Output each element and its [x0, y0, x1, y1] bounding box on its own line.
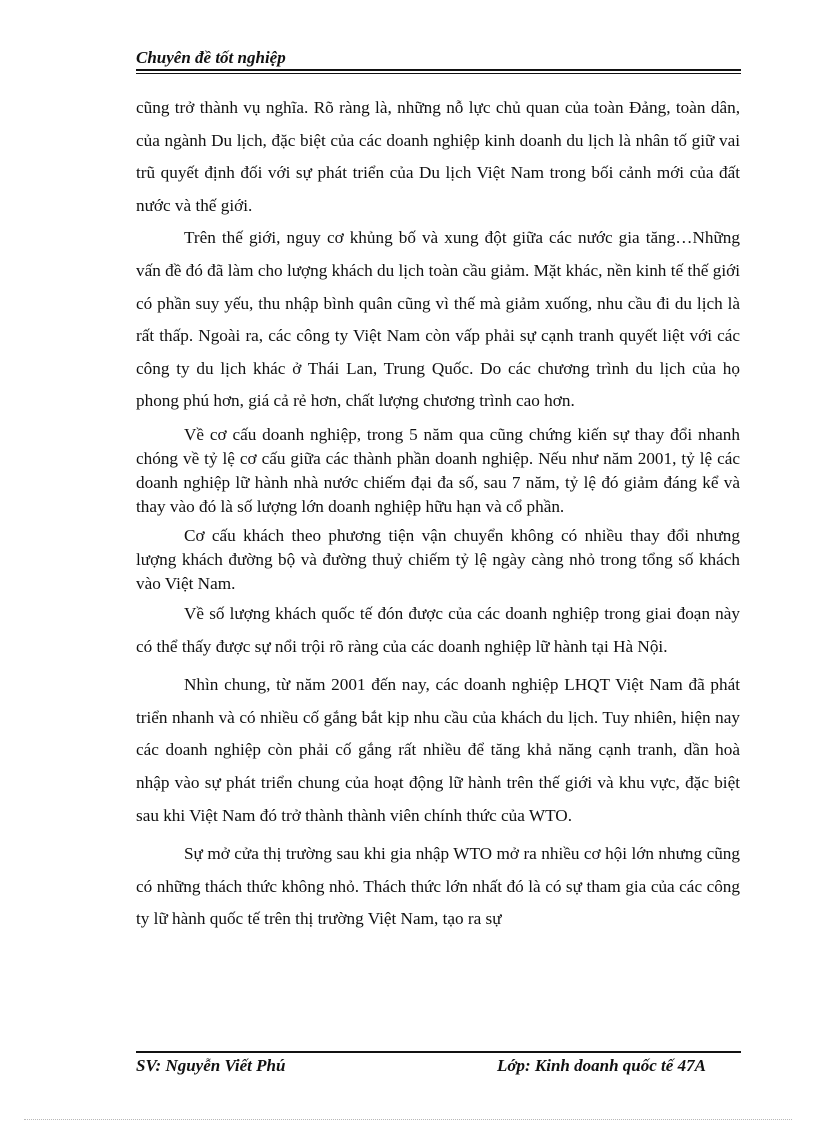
header-rule-bottom — [136, 73, 741, 74]
body-text — [136, 92, 740, 936]
paragraph: cũng trở thành vụ nghĩa. Rõ ràng là, những nỗ lực chủ quan của toàn Đảng, toàn dân, của ngành Du lịch, đặc biệt của các doanh nghiệp kinh doanh du lịch là nhân tố giữ vai trũ quyết định đối với sự phát triển của Du lịch Việt Nam trong bối cảnh mới của đất nước và thế giới. — [136, 98, 740, 215]
header-title: Chuyên đề tốt nghiệp — [136, 48, 286, 67]
header-rule-top — [136, 69, 741, 71]
paragraph: Nhìn chung, từ năm 2001 đến nay, các doanh nghiệp LHQT Việt Nam đã phát triển nhanh và có nhiều cố gắng bắt kịp nhu cầu của khách du lịch. Tuy nhiên, hiện nay các doanh nghiệp còn phải cố gắng rất nhiều để tăng khả năng cạnh tranh, dần hoà nhập vào sự phát triển chung của hoạt động lữ hành trên thế giới và khu vực, đặc biệt sau khi Việt Nam đó trở thành thành viên chính thức của WTO. — [136, 675, 740, 825]
page-bottom-border — [24, 1119, 792, 1120]
paragraph: Về số lượng khách quốc tế đón được của các doanh nghiệp trong giai đoạn này có thể thấy được sự nổi trội rõ ràng của các doanh nghiệp lữ hành tại Hà Nội. — [136, 603, 740, 656]
footer-student: SV: Nguyễn Viết Phú — [136, 1056, 286, 1075]
paragraph: Cơ cấu khách theo phương tiện vận chuyển không có nhiều thay đổi nhưng lượng khách đường bộ và đường thuỷ chiếm tỷ lệ ngày càng nhỏ trong tổng số khách vào Việt Nam. — [136, 525, 740, 593]
paragraph: Sự mở cửa thị trường sau khi gia nhập WTO mở ra nhiều cơ hội lớn nhưng cũng có những thách thức không nhỏ. Thách thức lớn nhất đó là có sự tham gia của các công ty lữ hành quốc tế trên thị trường Việt Nam, tạo ra sự — [136, 844, 740, 929]
paragraph: Về cơ cấu doanh nghiệp, trong 5 năm qua cũng chứng kiến sự thay đổi nhanh chóng về tỷ lệ cơ cấu giữa các thành phần doanh nghiệp. Nếu như năm 2001, tỷ lệ các doanh nghiệp lữ hành nhà nước chiếm đại đa số, sau 7 năm, tỷ lệ đó giảm đáng kể và thay vào đó là số lượng lớn doanh nghiệp hữu hạn và cổ phần. — [136, 424, 740, 516]
footer-rule — [136, 1051, 741, 1053]
footer-class: Lớp: Kinh doanh quốc tế 47A — [497, 1056, 706, 1075]
paragraph: Trên thế giới, nguy cơ khủng bố và xung đột giữa các nước gia tăng…Những vấn đề đó đã làm cho lượng khách du lịch toàn cầu giảm. Mặt khác, nền kinh tế thế giới có phần suy yếu, thu nhập bình quân cũng vì thế mà giảm xuống, nhu cầu đi du lịch là rất thấp. Ngoài ra, các công ty Việt Nam còn vấp phải sự cạnh tranh quyết liệt với các công ty du lịch khác ở Thái Lan, Trung Quốc. Do các chương trình du lịch của họ phong phú hơn, giá cả rẻ hơn, chất lượng chương trình cao hơn. — [136, 228, 740, 411]
